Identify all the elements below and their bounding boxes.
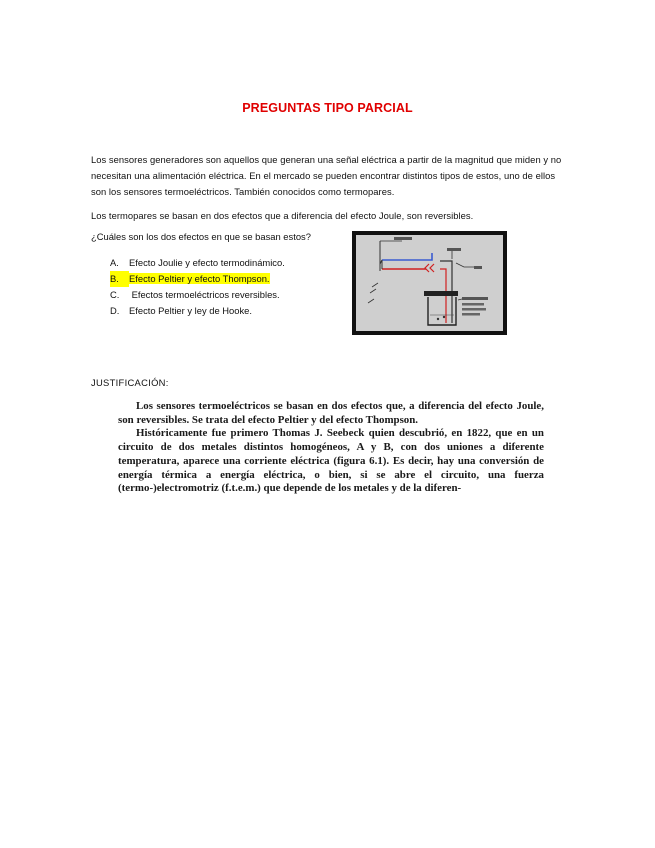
option-letter: A. — [110, 257, 119, 268]
option-letter: D. — [110, 305, 120, 316]
intro-paragraph: Los sensores generadores son aquellos que generan una señal eléctrica a partir de la magnitud que miden y no necesitan una alimentación eléctrica. En el mercado se pueden encontrar distintos tipos de estos, uno de ellos son los sensores termoeléctricos. También conocidos como termopares. — [91, 154, 562, 197]
justification-label: JUSTIFICACIÓN: — [91, 377, 169, 388]
thermocouple-figure — [352, 231, 507, 335]
option-d — [110, 303, 285, 319]
option-b — [110, 271, 285, 287]
option-c — [110, 287, 285, 303]
thermocouple-diagram — [352, 231, 507, 335]
option-text-highlighted: Efecto Peltier y efecto Thompson. — [129, 273, 270, 284]
option-letter: C. — [110, 289, 120, 300]
option-a — [110, 255, 285, 271]
answer-options — [110, 255, 285, 319]
book-paragraph-2: Históricamente fue primero Thomas J. Seebeck quien descubrió, en 1822, que en un circuito de dos metales distintos homogéneos, A y B, con dos uniones a diferente temperatura, aparece una corriente eléctrica (figura 6.1). Es decir, hay una conversión de energía térmica a energía eléctrica, o bien, si se abre el circuito, una fuerza (termo-)electromotriz (f.t.e.m.) que depende de los metales y de la diferen- — [118, 427, 544, 495]
book-paragraph-1: Los sensores termoeléctricos se basan en dos efectos que, a diferencia del efecto Joule, son reversibles. Se trata del efecto Peltier y del efecto Thompson. — [118, 400, 544, 426]
option-letter: B. — [110, 271, 129, 287]
option-text: Efecto Joulie y efecto termodinámico. — [129, 257, 285, 268]
second-paragraph: Los termopares se basan en dos efectos que a diferencia del efecto Joule, son reversibles. — [91, 210, 474, 221]
question-text: ¿Cuáles son los dos efectos en que se basan estos? — [91, 231, 311, 242]
option-text: Efectos termoeléctricos reversibles. — [129, 289, 280, 300]
book-excerpt — [118, 400, 544, 496]
option-text: Efecto Peltier y ley de Hooke. — [129, 305, 252, 316]
page-title: PREGUNTAS TIPO PARCIAL — [242, 101, 413, 115]
